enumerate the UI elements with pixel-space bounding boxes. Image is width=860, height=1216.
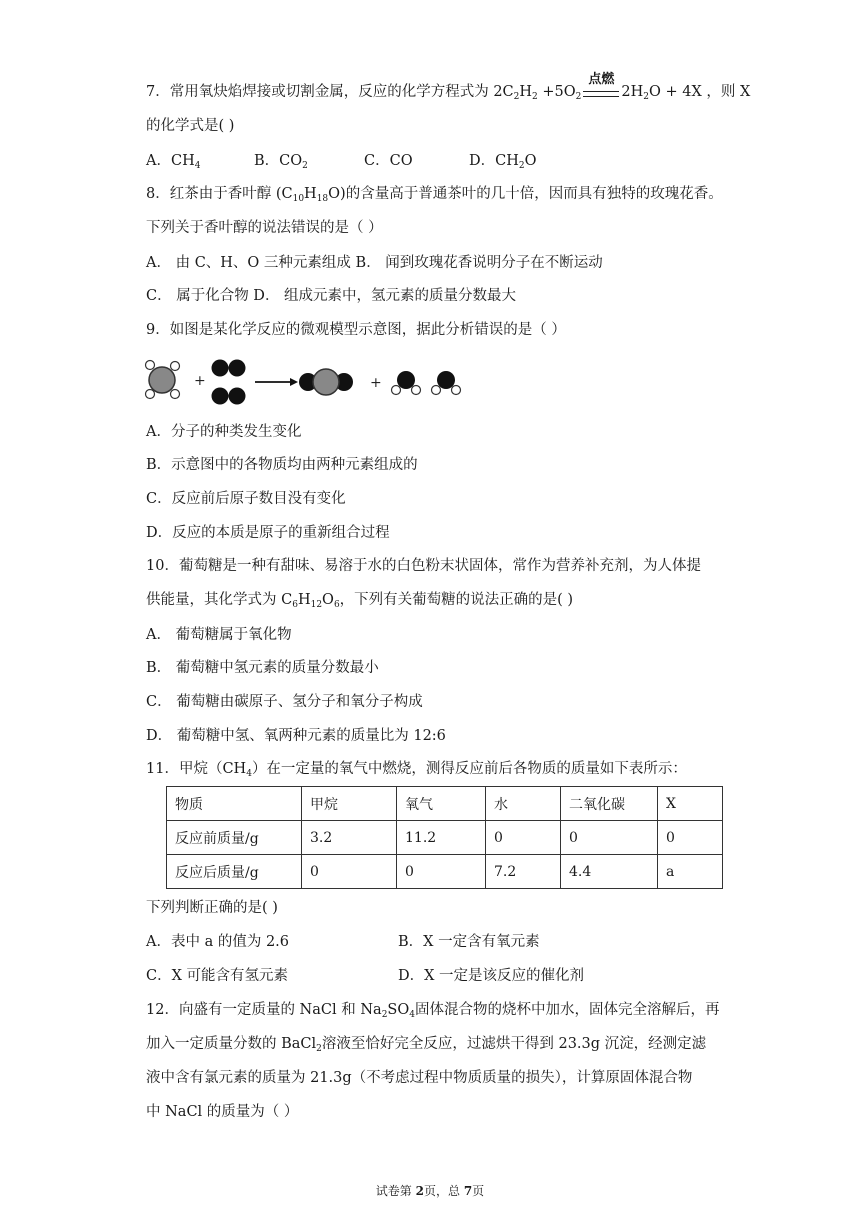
table-header-cell: 水 [486,787,561,821]
q9-option-b: B．示意图中的各物质均由两种元素组成的 [146,457,418,473]
q10-option-a: A． 葡萄糖属于氧化物 [146,627,292,643]
q8-text: O)的含量高于普通茶叶的几十倍，因而具有独特的玫瑰花香。 [328,186,723,202]
q10-sub: 6 [292,600,298,610]
q7-option-a [146,151,200,176]
q7-option-d-sub: 2 [518,161,525,171]
table-cell: 7.2 [486,855,561,889]
q12-text: 12．向盛有一定质量的 NaCl 和 Na [146,1002,382,1018]
q7-text: +5O [537,84,576,100]
mass-table [166,786,723,889]
q11-option-b: B．X 一定含有氧元素 [398,934,540,950]
q10-text: 供能量，其化学式为 C [146,592,293,608]
q8-stem-line1 [146,184,723,209]
water-molecule [392,371,421,395]
q7-text: 2H [621,84,644,100]
q8-options-ab: A． 由 C、H、O 三种元素组成 B． 闻到玫瑰花香说明分子在不断运动 [146,255,603,271]
footer-text: 试卷第 [375,1184,416,1198]
q11-stem-line1 [146,759,687,784]
footer-text: 页 [472,1184,485,1198]
table-cell: 0 [486,821,561,855]
q9-option-d: D．反应的本质是原子的重新组合过程 [146,525,390,541]
table-cell: 反应前质量/g [167,821,302,855]
q8-sub: 10 [292,194,305,204]
table-cell: 0 [658,821,723,855]
table-header-cell: 物质 [167,787,302,821]
table-header-cell: 氧气 [397,787,486,821]
q7-stem-line1: 7．常用氧炔焰焊接或切割金属，反应的化学方程式为 $2C_2H_2 +5O_2$ 点燃 $2H_2O + 4X$ ，则 X [146,72,751,102]
reaction-arrow [583,72,619,102]
methane-molecule [146,361,180,399]
q8-text: 8．红茶由于香叶醇 (C [146,186,293,202]
q9-stem: 9．如图是某化学反应的微观模型示意图，据此分析错误的是（ ） [146,322,566,338]
q7-option-b [254,151,308,176]
q10-text: O [322,592,334,608]
q8-stem-line2: 下列关于香叶醇的说法错误的是（ ） [146,220,383,236]
table-cell: 4.4 [561,855,658,889]
q7-option-d-text: D．CH [469,153,519,169]
q12-stem-line4: 中 NaCl 的质量为（ ） [146,1104,299,1120]
q12-stem-line1 [146,1000,719,1025]
oxygen-molecules [212,360,246,405]
q12-stem-line3: 液中含有氯元素的质量为 21.3g（不考虑过程中物质质量的损失），计算原固体混合物 [146,1070,693,1086]
q11-option-a: A．表中 a 的值为 2.6 [146,934,290,950]
footer-text: 页，总 [423,1184,464,1198]
table-cell: 反应后质量/g [167,855,302,889]
q10-stem-line2 [146,590,573,615]
table-cell: 11.2 [397,821,486,855]
q11-text: 11．甲烷（CH [146,761,247,777]
q7-option-c: C．CO [364,153,413,169]
q10-option-c: C． 葡萄糖由碳原子、氢分子和氧分子构成 [146,694,423,710]
q9-option-a: A．分子的种类发生变化 [146,424,302,440]
q12-sub: 2 [316,1044,322,1054]
table-cell: 0 [397,855,486,889]
q10-sub: 6 [333,600,340,610]
table-cell: 0 [561,821,658,855]
table-cell: 3.2 [302,821,397,855]
table-header-cell: 甲烷 [302,787,397,821]
table-row [167,821,723,855]
q7-option-a-text: A．CH [146,153,195,169]
q11-stem-line2: 下列判断正确的是( ) [146,900,278,916]
reaction-model-diagram [140,358,470,410]
carbon-dioxide-molecule [299,369,353,395]
table-cell: a [658,855,723,889]
q7-option-d [469,151,537,176]
q12-text: 固体混合物的烧杯中加水，固体完全溶解后，再 [414,1002,720,1018]
page-footer [0,1183,860,1199]
table-header-row [167,787,723,821]
q10-option-b: B． 葡萄糖中氢元素的质量分数最小 [146,660,379,676]
total-pages: 7 [463,1184,473,1198]
q12-stem-line2 [146,1034,706,1059]
q11-text: ）在一定量的氧气中燃烧，测得反应前后各物质的质量如下表所示： [251,761,687,777]
q10-text: H [297,592,311,608]
q10-stem-line1: 10．葡萄糖是一种有甜味、易溶于水的白色粉末状固体，常作为营养补充剂，为人体提 [146,558,701,574]
q11-option-d: D．X 一定是该反应的催化剂 [398,968,585,984]
q10-text: ，下列有关葡萄糖的说法正确的是( ) [339,592,574,608]
reaction-condition: 点燃 [588,72,615,87]
q12-text: 溶液至恰好完全反应，过滤烘干得到 23.3g 沉淀，经测定滤 [321,1036,707,1052]
q12-sub: 2 [381,1010,388,1020]
q11-option-c: C．X 可能含有氢元素 [146,968,289,984]
q8-options-cd: C． 属于化合物 D． 组成元素中，氢元素的质量分数最大 [146,288,517,304]
reaction-arrow-icon [255,378,298,386]
q10-sub: 12 [310,600,323,610]
q7-text: 7．常用氧炔焰焊接或切割金属，反应的化学方程式为 2C [146,84,514,100]
q9-option-c: C．反应前后原子数目没有变化 [146,491,346,507]
q7-stem-line2: 的化学式是( ) [146,118,235,134]
q7-text: O + 4X ，则 X [649,84,751,100]
q12-text: 加入一定质量分数的 BaCl [146,1036,317,1052]
q8-sub: 18 [316,194,329,204]
q7-option-b-text: B．CO [254,153,303,169]
q8-text: H [304,186,317,202]
table-cell: 0 [302,855,397,889]
q7-option-a-sub: 4 [194,161,201,171]
q12-text: SO [387,1002,410,1018]
q12-sub: 4 [409,1010,415,1020]
q7-option-b-sub: 2 [302,161,308,171]
table-header-cell: X [658,787,723,821]
q7-option-d-tail: O [524,153,537,169]
plus-sign: + [194,373,206,389]
q11-sub: 4 [246,769,252,779]
water-molecule [432,371,461,395]
plus-sign: + [370,375,382,391]
q7-text: H [519,84,533,100]
page-number: 2 [415,1184,424,1198]
q10-option-d: D． 葡萄糖中氢、氧两种元素的质量比为 12:6 [146,728,446,744]
table-header-cell: 二氧化碳 [561,787,658,821]
table-row [167,855,723,889]
